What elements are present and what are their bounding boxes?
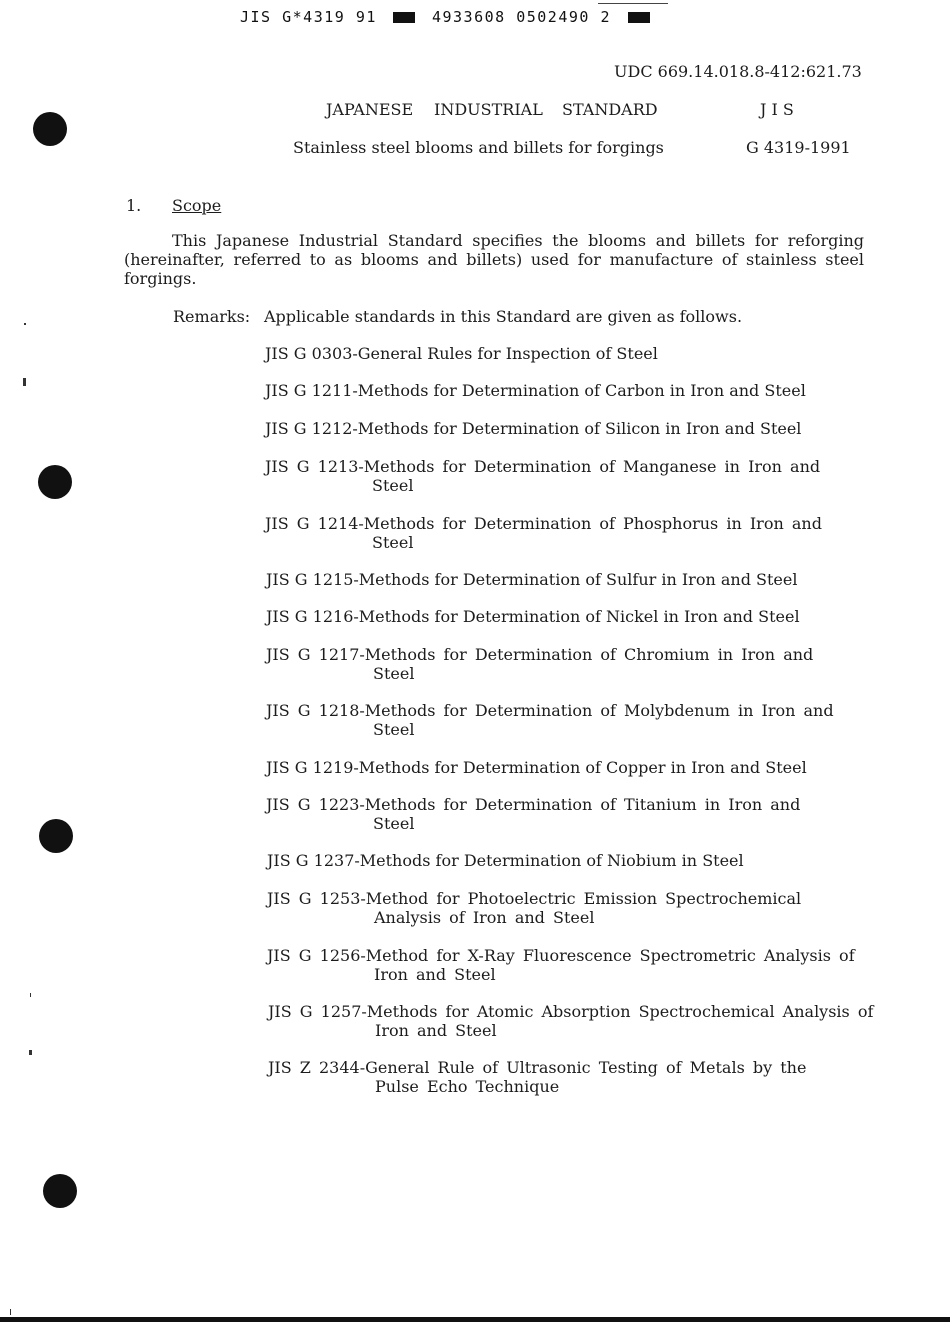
reference-item: JIS G 1215-Methods for Determination of Sulfur in Iron and Steel — [266, 570, 798, 589]
reference-list-multiline-3 — [266, 645, 866, 683]
reference-item: JIS G 0303-General Rules for Inspection of Steel — [265, 344, 658, 363]
reference-list-multiline-4 — [266, 701, 866, 739]
standard-number: G 4319-1991 — [746, 138, 851, 157]
reference-item: JIS G 1237-Methods for Determination of Niobium in Steel — [267, 851, 744, 870]
reference-item: JIS G 1212-Methods for Determination of Silicon in Iron and Steel — [265, 419, 802, 438]
redaction-block-icon — [628, 12, 650, 23]
document-code-middle: 4933608 0502490 2 — [431, 8, 611, 26]
standard-title-2: INDUSTRIAL — [434, 100, 543, 119]
reference-item: JIS G 1257-Methods for Atomic Absorption Spectrochemical Analysis of Iron and Steel — [268, 1002, 874, 1040]
remarks-text: Applicable standards in this Standard are given as follows. — [264, 307, 743, 326]
standard-title-1: JAPANESE — [326, 100, 414, 119]
reference-list-multiline-1 — [265, 457, 865, 495]
scan-speck — [24, 323, 26, 325]
reference-item: JIS G 1219-Methods for Determination of Copper in Iron and Steel — [266, 758, 807, 777]
redaction-block-icon — [393, 12, 415, 23]
bottom-border-rule — [0, 1317, 950, 1322]
jis-abbreviation: J I S — [760, 100, 794, 119]
document-code-prefix: JIS G*4319 91 — [240, 8, 377, 26]
punch-hole-icon — [39, 819, 73, 853]
scan-speck — [29, 1050, 32, 1055]
punch-hole-icon — [43, 1174, 77, 1208]
reference-list-multiline-5 — [266, 795, 866, 833]
reference-item: JIS G 1216-Methods for Determination of Nickel in Iron and Steel — [266, 607, 800, 626]
reference-item: JIS G 1217-Methods for Determination of Chromium in Iron and Steel — [266, 645, 814, 683]
reference-item: JIS G 1218-Methods for Determination of Molybdenum in Iron and Steel — [266, 701, 834, 739]
section-number: 1. — [126, 196, 142, 215]
reference-item: JIS G 1213-Methods for Determination of Manganese in Iron and Steel — [265, 457, 821, 495]
standard-subject: Stainless steel blooms and billets for forgings — [293, 138, 664, 157]
reference-item: JIS G 1214-Methods for Determination of Phosphorus in Iron and Steel — [265, 514, 822, 552]
reference-item: JIS G 1256-Method for X-Ray Fluorescence Spectrometric Analysis of Iron and Steel — [267, 946, 855, 984]
reference-list-multiline-7 — [267, 946, 867, 984]
reference-list-multiline-9 — [268, 1058, 868, 1096]
scan-speck — [23, 378, 26, 386]
remarks-label: Remarks: — [173, 307, 251, 326]
standard-title-3: STANDARD — [562, 100, 658, 119]
reference-list-multiline-6 — [267, 889, 867, 927]
document-code-header — [240, 8, 656, 26]
punch-hole-icon — [38, 465, 72, 499]
punch-hole-icon — [33, 112, 67, 146]
reference-list-multiline-2 — [265, 514, 865, 552]
section-heading: Scope — [172, 196, 222, 215]
reference-item: JIS G 1223-Methods for Determination of Titanium in Iron and Steel — [266, 795, 801, 833]
scan-speck — [10, 1309, 11, 1315]
scope-paragraph: This Japanese Industrial Standard specifies the blooms and billets for reforging (hereinafter, referred to as blooms and billets) used for manufacture of stainless steel forgings. — [124, 231, 864, 288]
reference-list-multiline-8 — [268, 1002, 874, 1040]
reference-item: JIS G 1253-Method for Photoelectric Emission Spectrochemical Analysis of Iron and Steel — [267, 889, 802, 927]
scan-speck — [30, 993, 31, 997]
header-rule — [598, 3, 668, 4]
reference-item: JIS Z 2344-General Rule of Ultrasonic Testing of Metals by the Pulse Echo Technique — [268, 1058, 807, 1096]
reference-item: JIS G 1211-Methods for Determination of Carbon in Iron and Steel — [265, 381, 806, 400]
udc-classification: UDC 669.14.018.8-412:621.73 — [614, 62, 862, 81]
